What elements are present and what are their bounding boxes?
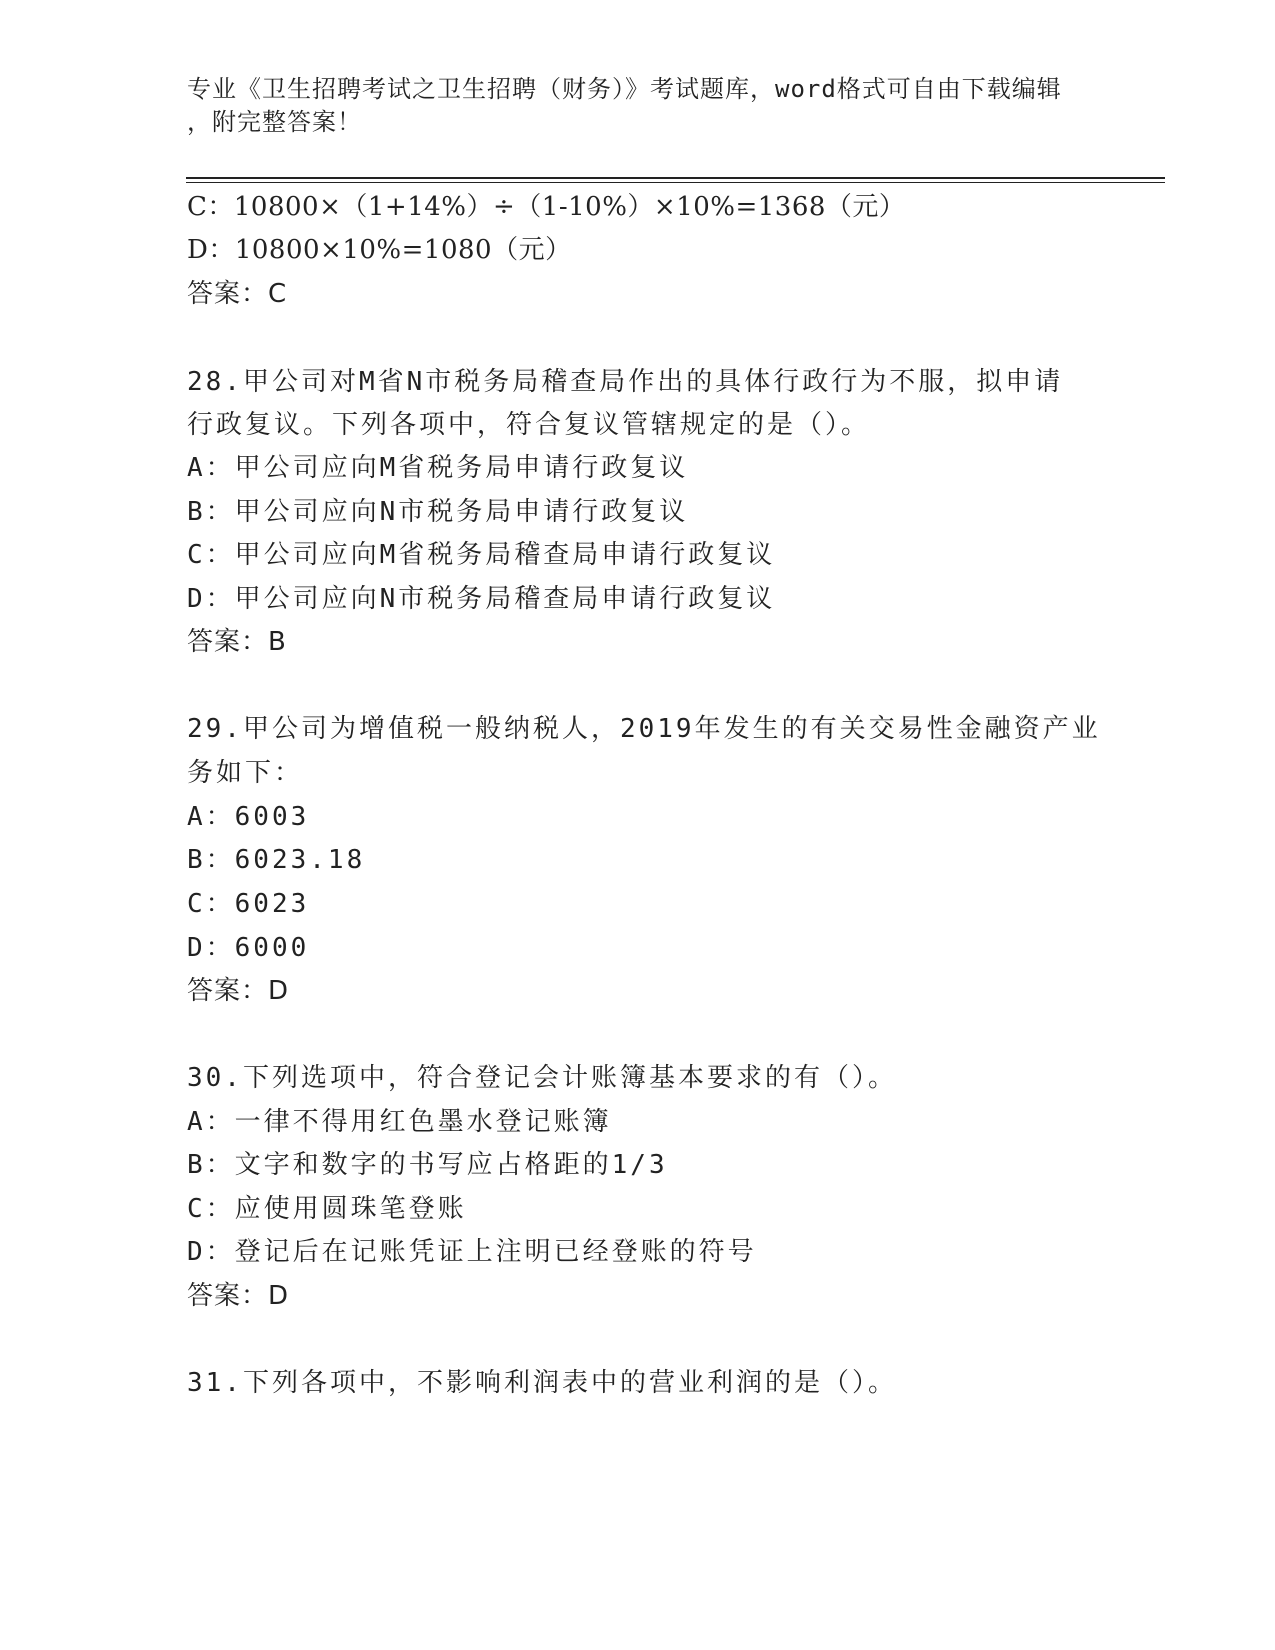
option-d: D：6000 (187, 933, 310, 963)
option-b: B：6023.18 (187, 845, 366, 875)
option-a: A：甲公司应向M省税务局申请行政复议 (187, 453, 689, 483)
option-a: A：6003 (187, 802, 310, 832)
answer: 答案：B (187, 627, 287, 657)
question-stem: 30.下列选项中，符合登记会计账簿基本要求的有（）。 (187, 1063, 897, 1093)
question-stem: 29.甲公司为增值税一般纳税人，2019年发生的有关交易性金融资产业 (187, 714, 1101, 744)
option-a: A：一律不得用红色墨水登记账簿 (187, 1107, 612, 1137)
option-d: D：10800×10%=1080（元） (187, 235, 572, 265)
option-c: C：应使用圆珠笔登账 (187, 1194, 467, 1224)
answer: 答案：D (187, 1281, 290, 1311)
question-stem: 28.甲公司对M省N市税务局稽查局作出的具体行政行为不服，拟申请 (187, 367, 1064, 397)
option-d: D：甲公司应向N市税务局稽查局申请行政复议 (187, 584, 776, 614)
answer: 答案：D (187, 976, 290, 1006)
option-d: D：登记后在记账凭证上注明已经登账的符号 (187, 1237, 757, 1267)
option-c: C：甲公司应向M省税务局稽查局申请行政复议 (187, 540, 776, 570)
document-header: 专业《卫生招聘考试之卫生招聘（财务）》考试题库，word格式可自由下载编辑 ，附完整答案！ (187, 75, 1062, 136)
question-stem: 务如下： (187, 758, 304, 788)
question-stem: 行政复议。下列各项中，符合复议管辖规定的是（）。 (187, 410, 871, 440)
option-b: B：甲公司应向N市税务局申请行政复议 (187, 497, 689, 527)
option-c: C：6023 (187, 889, 310, 919)
header-divider-thin (186, 182, 1165, 183)
header-divider (186, 177, 1165, 179)
option-c: C：10800×（1+14%）÷（1-10%）×10%=1368（元） (187, 192, 906, 222)
answer: 答案：C (187, 279, 288, 309)
question-stem: 31.下列各项中，不影响利润表中的营业利润的是（）。 (187, 1368, 897, 1398)
option-b: B：文字和数字的书写应占格距的1/3 (187, 1150, 668, 1180)
